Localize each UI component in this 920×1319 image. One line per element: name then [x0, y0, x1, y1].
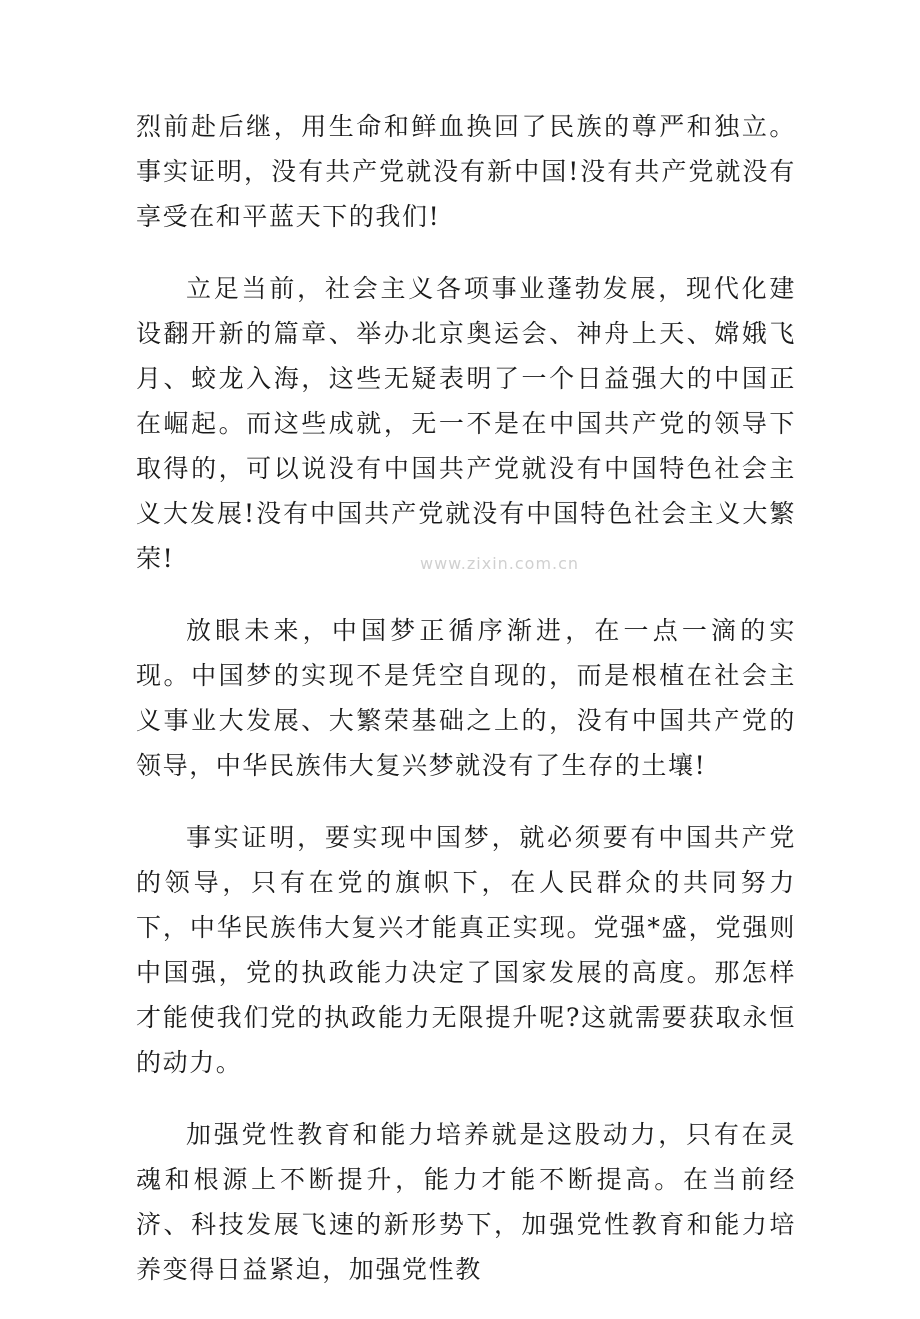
paragraph-5: 加强党性教育和能力培养就是这股动力，只有在灵魂和根源上不断提升，能力才能不断提高。在当前经济、科技发展飞速的新形势下，加强党性教育和能力培养变得日益紧迫，加强党性教: [136, 1120, 796, 1284]
paragraph-4: 事实证明，要实现中国梦，就必须要有中国共产党的领导，只有在党的旗帜下，在人民群众的共同努力下，中华民族伟大复兴才能真正实现。党强*盛，党强则中国强，党的执政能力决定了国家发展的高度。那怎样才能使我们党的执政能力无限提升呢?这就需要获取永恒的动力。: [136, 823, 796, 1077]
document-body: [136, 104, 796, 1319]
paragraph-1: 烈前赴后继，用生命和鲜血换回了民族的尊严和独立。事实证明，没有共产党就没有新中国!没有共产党就没有享受在和平蓝天下的我们!: [136, 112, 796, 231]
watermark-text: www.zixin.com.cn: [420, 554, 580, 573]
paragraph-3: 放眼未来，中国梦正循序渐进，在一点一滴的实现。中国梦的实现不是凭空自现的，而是根植在社会主义事业大发展、大繁荣基础之上的，没有中国共产党的领导，中华民族伟大复兴梦就没有了生存的土壤!: [136, 616, 796, 780]
paragraph-2: 立足当前，社会主义各项事业蓬勃发展，现代化建设翻开新的篇章、举办北京奥运会、神舟上天、嫦娥飞月、蛟龙入海，这些无疑表明了一个日益强大的中国正在崛起。而这些成就，无一不是在中国共产党的领导下取得的，可以说没有中国共产党就没有中国特色社会主义大发展!没有中国共产党就没有中国特色社会主义大繁荣!: [136, 274, 796, 573]
